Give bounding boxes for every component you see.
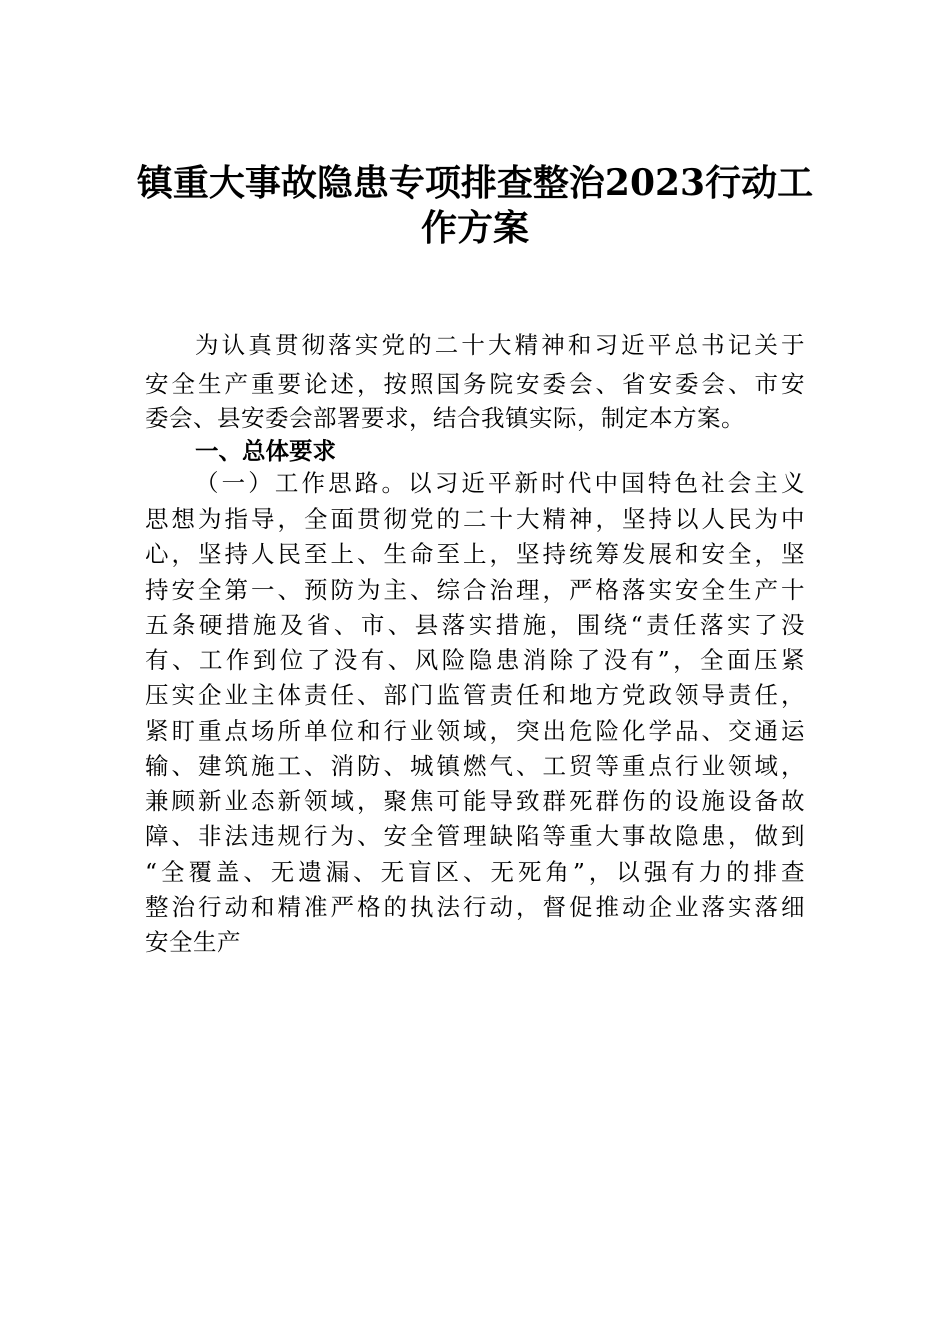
document-title-line-2: 作方案 xyxy=(420,207,529,249)
para-line-6: 有、工作到位了没有、风险隐患消除了没有”，全面压紧 xyxy=(145,646,805,674)
para-line-10: 兼顾新业态新领域，聚焦可能导致群死群伤的设施设备故 xyxy=(145,787,805,815)
intro-line-2: 安全生产重要论述，按照国务院安委会、省安委会、市安 xyxy=(145,370,805,398)
para-line-4: 持安全第一、预防为主、综合治理，严格落实安全生产十 xyxy=(145,576,805,604)
document-title-line-1: 镇重大事故隐患专项排查整治2023行动工 xyxy=(136,162,814,204)
para-line-2: 思想为指导，全面贯彻党的二十大精神，坚持以人民为中 xyxy=(145,505,805,533)
para-line-8: 紧盯重点场所单位和行业领域，突出危险化学品、交通运 xyxy=(145,717,805,745)
para-line-11: 障、非法违规行为、安全管理缺陷等重大事故隐患，做到 xyxy=(145,822,805,850)
para-line-1: （一）工作思路。以习近平新时代中国特色社会主义 xyxy=(195,469,805,497)
para-line-3: 心，坚持人民至上、生命至上，坚持统筹发展和安全，坚 xyxy=(145,540,805,568)
para-line-5: 五条硬措施及省、市、县落实措施，围绕“责任落实了没 xyxy=(145,611,805,639)
intro-line-1: 为认真贯彻落实党的二十大精神和习近平总书记关于 xyxy=(195,331,805,359)
intro-line-3: 委会、县安委会部署要求，结合我镇实际，制定本方案。 xyxy=(145,404,745,432)
para-line-9: 输、建筑施工、消防、城镇燃气、工贸等重点行业领域， xyxy=(145,752,805,780)
para-line-7: 压实企业主体责任、部门监管责任和地方党政领导责任， xyxy=(145,681,805,709)
para-line-13: 整治行动和精准严格的执法行动，督促推动企业落实落细 xyxy=(145,893,805,921)
para-line-14: 安全生产 xyxy=(145,928,241,956)
para-line-12: “全覆盖、无遗漏、无盲区、无死角”，以强有力的排查 xyxy=(145,858,805,886)
section-heading: 一、总体要求 xyxy=(195,437,336,465)
